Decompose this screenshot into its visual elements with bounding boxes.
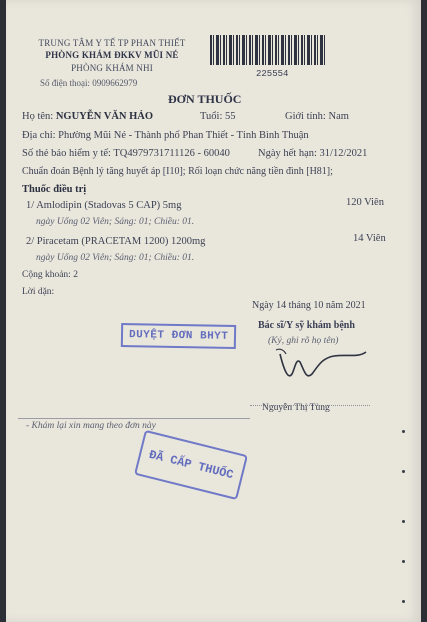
dispensed-stamp: ĐÃ CẤP THUỐC (134, 430, 248, 500)
sign-role: Bác sĩ/Y sỹ khám bệnh (258, 320, 355, 331)
patient-address: Phường Mũi Né - Thành phố Phan Thiết - Tỉnh Bình Thuận (58, 130, 309, 141)
patient-age: 55 (225, 111, 236, 122)
sign-date: Ngày 14 tháng 10 năm 2021 (252, 300, 366, 311)
address-label: Địa chỉ: (22, 130, 56, 141)
med-2-name: 2/ Piracetam (PRACETAM 1200) 1200mg (26, 236, 206, 247)
insurance-row (22, 148, 230, 159)
org-line-1: TRUNG TÂM Y TẾ TP PHAN THIẾT (38, 38, 186, 48)
org-line-3: PHÒNG KHÁM NHI (71, 63, 153, 73)
name-label: Họ tên: (22, 111, 54, 122)
footer-divider (18, 418, 250, 419)
patient-sex: Nam (328, 111, 349, 122)
med-2-qty: 14 Viên (353, 233, 386, 244)
advice-label: Lời dặn: (22, 287, 55, 297)
age-label: Tuổi: (200, 111, 223, 122)
expiry-row (258, 148, 367, 159)
sign-hint: (Ký, ghi rõ họ tên) (268, 336, 339, 346)
diagnosis-label: Chuẩn đoán (22, 166, 71, 177)
edge-mark (402, 600, 405, 603)
barcode-number: 225554 (256, 69, 289, 79)
age-row (200, 111, 236, 122)
edge-mark (402, 430, 405, 433)
signature-scribble (262, 340, 382, 390)
barcode (210, 35, 325, 65)
sex-label: Giới tính: (285, 111, 326, 122)
patient-name-row (22, 111, 153, 122)
insurance-label: Số thẻ bảo hiểm y tế: (22, 148, 111, 159)
doctor-name: Nguyễn Thị Tùng (262, 403, 330, 413)
patient-name: NGUYỄN VĂN HẢO (55, 111, 154, 122)
diagnosis-row (22, 166, 333, 177)
med-1-qty: 120 Viên (346, 197, 384, 208)
total-items: Cộng khoản: 2 (22, 270, 78, 280)
phone-number: Số điện thoại: 0909662979 (40, 78, 138, 88)
insurance-number: TQ4979731711126 - 60040 (113, 148, 230, 159)
page-title: ĐƠN THUỐC (168, 92, 242, 106)
org-line-2: PHÒNG KHÁM ĐKKV MŨI NÉ (45, 50, 179, 60)
approved-stamp: DUYỆT ĐƠN BHYT (121, 323, 237, 349)
med-2-usage: ngày Uống 02 Viên; Sáng: 01; Chiều: 01. (36, 253, 195, 263)
prescription-heading: Thuốc điều trị (22, 184, 87, 195)
edge-mark (402, 520, 405, 523)
insurance-expiry: 31/12/2021 (319, 148, 368, 159)
med-1-name: 1/ Amlodipin (Stadovas 5 CAP) 5mg (26, 200, 182, 211)
sex-row (285, 111, 349, 122)
edge-mark (402, 560, 405, 563)
med-1-usage: ngày Uống 02 Viên; Sáng: 01; Chiều: 01. (36, 217, 195, 227)
expiry-label: Ngày hết hạn: (258, 148, 317, 159)
footer-note: - Khám lại xin mang theo đơn này (26, 421, 156, 431)
address-row (22, 130, 309, 141)
diagnosis-text: Bệnh lý tăng huyết áp [I10]; Rối loạn chức năng tiền đình [H81]; (72, 166, 333, 177)
edge-mark (402, 470, 405, 473)
